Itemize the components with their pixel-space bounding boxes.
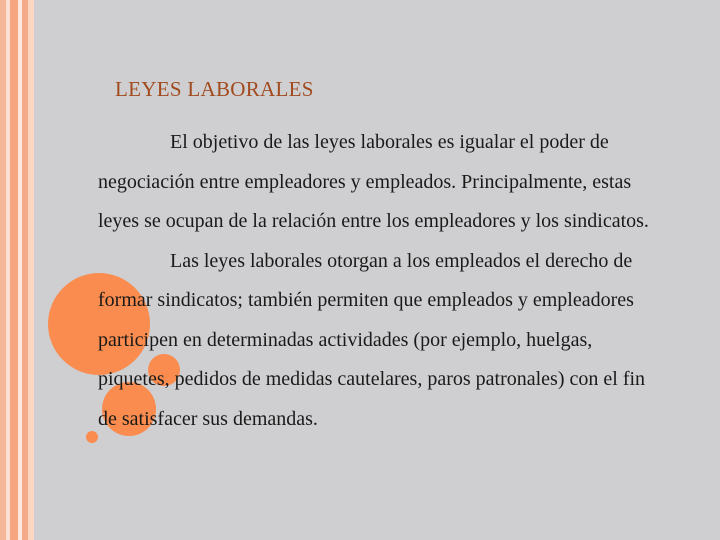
slide-title: LEYES LABORALES: [115, 77, 314, 101]
slide-body: [98, 123, 658, 439]
tiny-orange-circle: [86, 431, 98, 443]
paragraph-rights: Las leyes laborales otorgan a los empleados el derecho de formar sindicatos; también permiten que empleados y empleadores participen en determinadas actividades (por ejemplo, huelgas, piquetes, pedidos de medidas cautelares, paros patronales) con el fin de satisfacer sus demandas.: [98, 249, 646, 430]
paragraph-objective: El objetivo de las leyes laborales es igualar el poder de negociación entre empleadores y empleados. Principalmente, estas leyes se ocupan de la relación entre los empleadores y los sindicatos.: [98, 131, 649, 232]
